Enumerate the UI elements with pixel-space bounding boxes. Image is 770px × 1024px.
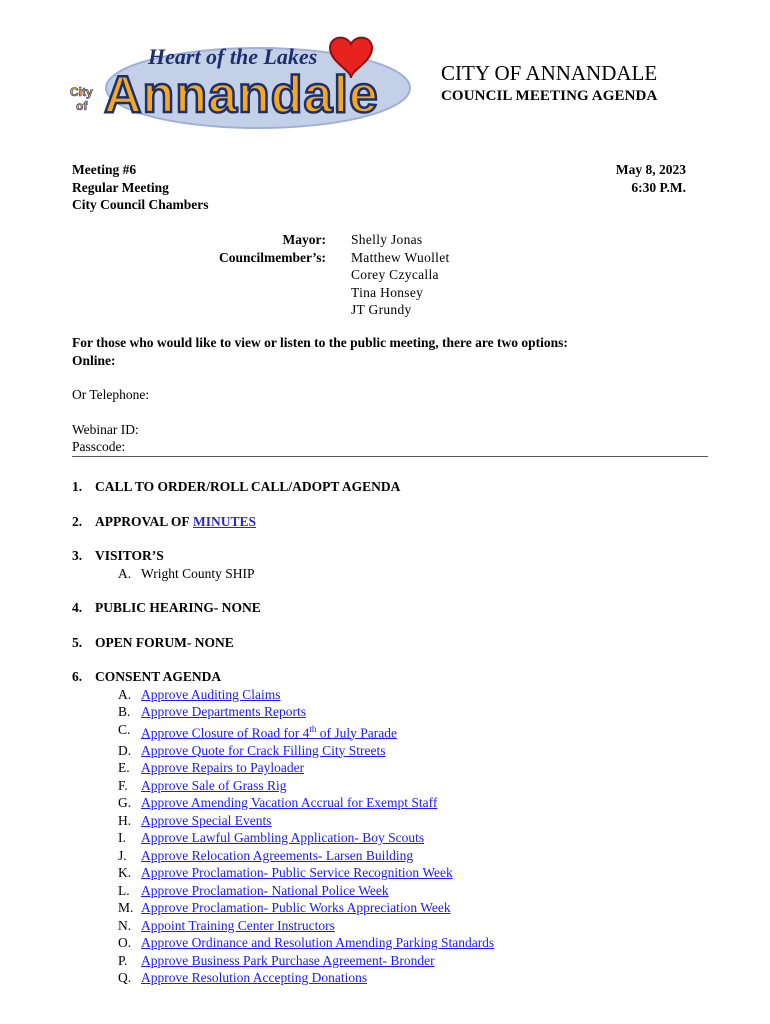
subitem-letter: F. — [118, 777, 128, 793]
agenda-item-label: VISITOR’S — [95, 548, 164, 563]
subitem-letter: Q. — [118, 970, 132, 985]
subitem-letter: A. — [118, 686, 132, 702]
webinar-label: Webinar ID: — [72, 421, 139, 437]
agenda-item-number: 2. — [72, 513, 83, 529]
agenda-item-label: PUBLIC HEARING- NONE — [95, 600, 261, 615]
logo-prefix-of: of — [76, 99, 88, 113]
subitem-letter: N. — [118, 917, 132, 933]
agenda-item — [72, 513, 712, 531]
meeting-datetime — [616, 161, 686, 196]
agenda-item-number: 3. — [72, 548, 83, 563]
consent-item — [72, 882, 712, 900]
telephone-label: Or Telephone: — [72, 387, 150, 402]
online-label: Online: — [72, 352, 116, 368]
meeting-date: May 8, 2023 — [615, 162, 686, 177]
council-name: JT Grundy — [351, 302, 412, 317]
city-logo — [68, 30, 418, 130]
consent-item-link[interactable]: Approve Relocation Agreements- Larsen Building — [141, 847, 414, 863]
logo-prefix-city: City — [70, 85, 93, 99]
consent-item — [72, 969, 712, 987]
subitem-letter: D. — [118, 742, 132, 758]
meeting-location: City Council Chambers — [72, 197, 209, 212]
consent-item-link[interactable]: Approve Business Park Purchase Agreement- Bronder — [141, 952, 435, 968]
consent-item — [72, 794, 712, 812]
agenda-item — [72, 547, 712, 565]
agenda-item — [72, 668, 712, 686]
agenda-item — [72, 478, 712, 496]
city-title: CITY OF ANNANDALE — [441, 61, 658, 85]
logo-name: Annandale — [104, 66, 379, 124]
consent-item-link[interactable]: Approve Resolution Accepting Donations — [141, 970, 368, 985]
consent-item-link[interactable]: Approve Amending Vacation Accrual for Exempt Staff — [141, 795, 438, 810]
consent-item-link[interactable]: Approve Proclamation- Public Works Appreciation Week — [141, 900, 451, 915]
subitem-letter: C. — [118, 721, 131, 737]
consent-item-link[interactable]: Approve Ordinance and Resolution Amending Parking Standards — [141, 935, 495, 950]
agenda-item-number: 1. — [72, 479, 83, 494]
meeting-info — [72, 161, 209, 214]
consent-item-link[interactable]: Approve Proclamation- Public Service Recognition Week — [141, 865, 453, 880]
subitem-letter: J. — [118, 847, 127, 863]
consent-item-link[interactable]: Approve Special Events — [141, 812, 272, 828]
document-header — [441, 60, 657, 105]
consent-item — [72, 812, 712, 830]
minutes-link[interactable]: MINUTES — [193, 513, 257, 529]
subitem-letter: H. — [118, 812, 132, 828]
meeting-number: Meeting #6 — [72, 162, 137, 177]
subitem-letter: B. — [118, 704, 131, 719]
link-text-sup: th — [309, 723, 317, 734]
agenda-item-label: APPROVAL OF — [95, 513, 190, 529]
subitem-letter: G. — [118, 795, 132, 810]
subitem-letter: L. — [118, 882, 130, 898]
link-text-pre: Approve Closure of Road for 4 — [141, 725, 310, 740]
consent-item-link[interactable]: Approve Sale of Grass Rig — [141, 777, 287, 793]
consent-item-link[interactable]: Approve Repairs to Payloader — [141, 760, 305, 775]
agenda-item — [72, 634, 712, 652]
agenda-item-number: 6. — [72, 669, 83, 684]
subitem-letter: I. — [118, 830, 126, 845]
council-names — [351, 231, 450, 319]
consent-item-link[interactable]: Approve Departments Reports — [141, 704, 306, 719]
passcode-label: Passcode: — [72, 439, 126, 454]
public-access-intro: For those who would like to view or listen to the public meeting, there are two options: — [72, 335, 568, 350]
agenda-item-number: 5. — [72, 634, 83, 650]
council-name: Tina Honsey — [351, 284, 424, 300]
consent-item-link[interactable]: Approve Quote for Crack Filling City Streets — [141, 742, 386, 758]
agenda-item-number: 4. — [72, 600, 83, 615]
consent-item — [72, 917, 712, 935]
council-name: Matthew Wuollet — [351, 249, 450, 265]
consent-item — [72, 934, 712, 952]
council-name: Shelly Jonas — [351, 232, 423, 247]
meeting-type: Regular Meeting — [72, 179, 169, 195]
councilmembers-label: Councilmember’s: — [219, 249, 326, 265]
agenda-item-label: CONSENT AGENDA — [95, 669, 222, 684]
council-roles — [150, 231, 326, 266]
consent-item-link[interactable]: Approve Auditing Claims — [141, 686, 281, 702]
subitem-letter: A. — [118, 565, 132, 581]
subitem-letter: P. — [118, 952, 128, 968]
consent-item-link[interactable]: Appoint Training Center Instructors — [141, 917, 335, 933]
consent-item — [72, 829, 712, 847]
consent-item — [72, 847, 712, 865]
subitem-letter: M. — [118, 900, 134, 915]
consent-item — [72, 899, 712, 917]
agenda-title: COUNCIL MEETING AGENDA — [441, 88, 658, 104]
agenda-item-label: OPEN FORUM- NONE — [95, 634, 234, 650]
subitem-letter: O. — [118, 935, 132, 950]
consent-item — [72, 759, 712, 777]
public-access — [72, 334, 568, 456]
section-divider — [72, 456, 708, 457]
council-name: Corey Czycalla — [351, 267, 439, 282]
consent-item — [72, 952, 712, 970]
agenda-item-label: CALL TO ORDER/ROLL CALL/ADOPT AGENDA — [95, 479, 401, 494]
agenda-subitem — [72, 565, 712, 583]
consent-item — [72, 686, 712, 704]
consent-item-link[interactable]: Approve Lawful Gambling Application- Boy Scouts — [141, 830, 425, 845]
agenda-list — [72, 478, 712, 987]
consent-item — [72, 777, 712, 795]
consent-item — [72, 864, 712, 882]
consent-item-link[interactable] — [141, 721, 397, 742]
mayor-label: Mayor: — [282, 232, 326, 247]
subitem-letter: K. — [118, 865, 132, 880]
subitem-letter: E. — [118, 760, 130, 775]
consent-item-link[interactable]: Approve Proclamation- National Police Week — [141, 882, 389, 898]
agenda-item — [72, 599, 712, 617]
link-text-post: of July Parade — [316, 725, 397, 740]
consent-item — [72, 703, 712, 721]
consent-item — [72, 721, 712, 742]
consent-item — [72, 742, 712, 760]
logo-tagline: Heart of the Lakes — [148, 44, 318, 69]
meeting-time: 6:30 P.M. — [631, 179, 686, 195]
subitem-text: Wright County SHIP — [141, 565, 255, 581]
